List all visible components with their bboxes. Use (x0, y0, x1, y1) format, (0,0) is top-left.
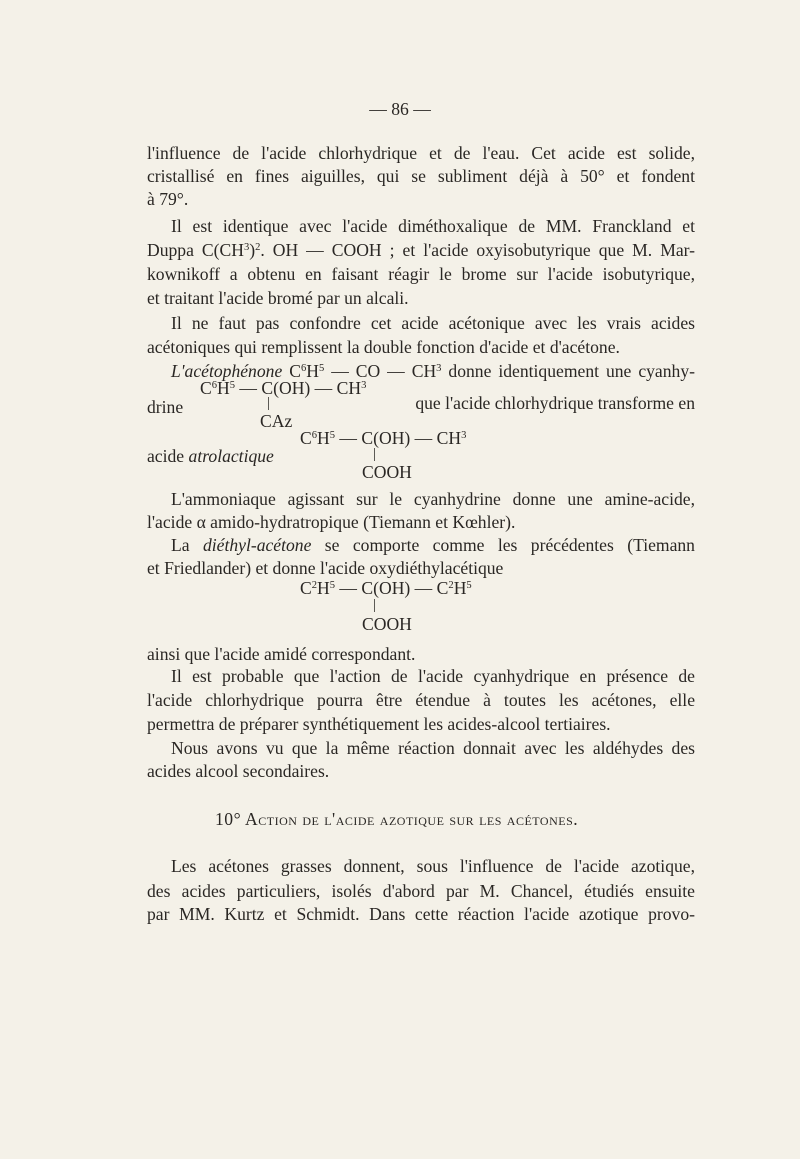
bond-tick: | (373, 597, 377, 613)
formula-atrolactique-bottom: COOH (362, 462, 412, 482)
text-word: drine (147, 397, 184, 417)
formula-atrolactique-top: $C^6H^5$ — C(OH) — $CH^3$ (300, 428, 467, 448)
text-line: par MM. Kurtz et Schmidt. Dans cette réaction l'acide azotique provo- (147, 904, 695, 924)
formula-oxydiethylacetique-bottom: COOH (362, 614, 412, 634)
text-line: permettra de préparer synthétiquement les acides-alcool tertiaires. (147, 714, 611, 734)
text-line: ainsi que l'acide amidé correspondant. (147, 644, 416, 664)
text-line: l'acide α amido-hydratropique (Tiemann et Kœhler). (147, 512, 516, 532)
text-line: que l'acide chlorhydrique transforme en (415, 393, 695, 413)
text-line: à 79°. (147, 189, 189, 209)
text-line: l'influence de l'acide chlorhydrique et de l'eau. Cet acide est solide, (147, 143, 695, 163)
text-line: Il est identique avec l'acide diméthoxalique de MM. Franckland et (171, 216, 695, 236)
text-line: L'acétophénone $C^6H^5$ — CO — $CH^3$ donne identiquement une cyanhy- (171, 361, 695, 381)
text-line: Il ne faut pas confondre cet acide acétonique avec les vrais acides (171, 313, 695, 333)
bond-tick: | (267, 395, 271, 411)
text-line: Nous avons vu que la même réaction donnait avec les aldéhydes des (171, 738, 695, 758)
bond-tick: | (373, 446, 377, 462)
text-line: Il est probable que l'action de l'acide cyanhydrique en présence de (171, 666, 695, 686)
text-line: kownikoff a obtenu en faisant réagir le brome sur l'acide isobutyrique, (147, 264, 695, 284)
text-line: Duppa $C(CH^3)^2$. OH — COOH ; et l'acide oxyisobutyrique que M. Mar- (147, 240, 696, 260)
section-heading: 10° Action de l'acide azotique sur les acétones. (215, 809, 579, 829)
formula-oxydiethylacetique-top: $C^2H^5$ — C(OH) — $C^2H^5$ (300, 578, 472, 598)
text-line: La diéthyl-acétone se comporte comme les précédentes (Tiemann (171, 535, 695, 555)
text-line: acétoniques qui remplissent la double fonction d'acide et d'acétone. (147, 337, 620, 357)
text-line: et traitant l'acide bromé par un alcali. (147, 288, 409, 308)
text-line: acide atrolactique (147, 446, 274, 466)
formula-cyanhydrine-top: $C^6H^5$ — C(OH) — $CH^3$ (200, 378, 367, 398)
page-number: — 86 — (369, 99, 431, 119)
text-line: et Friedlander) et donne l'acide oxydiéthylacétique (147, 558, 504, 578)
text-line: Les acétones grasses donnent, sous l'influence de l'acide azotique, (171, 856, 695, 876)
text-line: acides alcool secondaires. (147, 761, 330, 781)
text-line: des acides particuliers, isolés d'abord par M. Chancel, étudiés ensuite (147, 881, 695, 901)
text-line: L'ammoniaque agissant sur le cyanhydrine donne une amine-acide, (171, 489, 695, 509)
text-line: cristallisé en fines aiguilles, qui se subliment déjà à 50° et fondent (147, 166, 695, 186)
text-line: l'acide chlorhydrique pourra être étendue à toutes les acétones, elle (147, 690, 695, 710)
formula-cyanhydrine-bottom: CAz (260, 411, 293, 431)
